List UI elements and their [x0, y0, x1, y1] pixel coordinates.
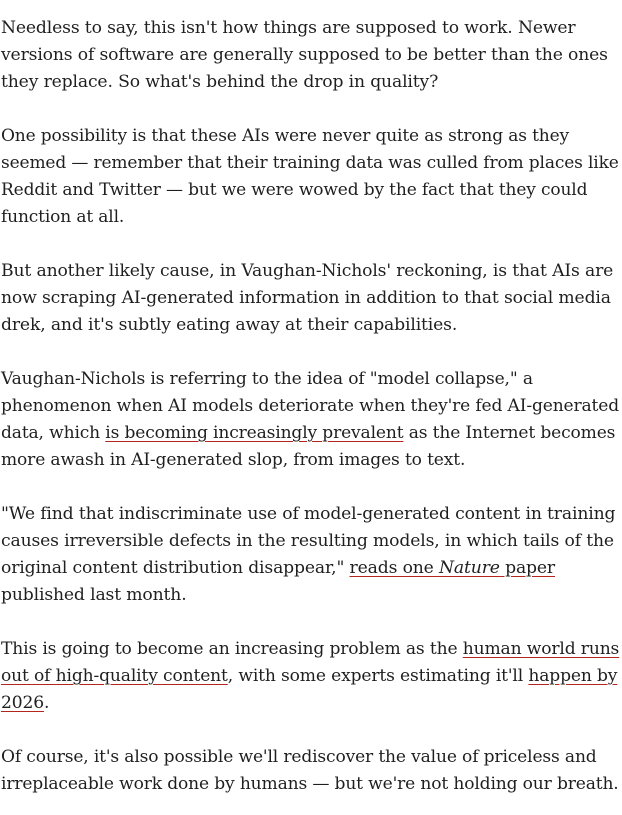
text-line: seemed — remember that their training data was culled from places like: [1, 153, 619, 173]
paragraph-4: [1, 366, 622, 474]
text-line: [1, 690, 619, 717]
text-line: phenomenon when AI models deteriorate when they're fed AI-generated: [1, 396, 620, 416]
link-nature-paper[interactable]: [350, 558, 555, 578]
paragraph-5: [1, 501, 615, 609]
text-line: [1, 663, 619, 690]
link-text: reads one: [349, 558, 440, 578]
text-segment: original content distribution disappear,": [1, 558, 350, 578]
text-line: now scraping AI-generated information in addition to that social media: [1, 288, 611, 308]
text-line: [1, 420, 619, 447]
link-text: paper: [499, 558, 555, 578]
text-line: "We find that indiscriminate use of model-generated content in training: [1, 504, 616, 524]
text-line: Of course, it's also possible we'll rediscover the value of priceless and: [1, 747, 597, 767]
text-segment: data, which: [1, 423, 106, 443]
text-line: Vaughan-Nichols is referring to the idea of "model collapse," a: [1, 369, 533, 389]
text-line: versions of software are generally supposed to be better than the ones: [1, 45, 608, 65]
text-line: Needless to say, this isn't how things are supposed to work. Newer: [1, 18, 576, 38]
text-segment: This is going to become an increasing problem as the: [1, 639, 463, 659]
text-line: causes irreversible defects in the resulting models, in which tails of the: [1, 531, 614, 551]
text-line: But another likely cause, in Vaughan-Nichols' reckoning, is that AIs are: [1, 261, 614, 281]
text-line: Reddit and Twitter — but we were wowed by the fact that they could: [1, 180, 588, 200]
text-line: published last month.: [1, 585, 187, 605]
paragraph-1: [1, 15, 608, 96]
text-line: [1, 636, 619, 663]
link-text-italic: Nature: [439, 558, 500, 578]
text-line: drek, and it's subtly eating away at their capabilities.: [1, 315, 458, 335]
text-line: function at all.: [1, 207, 125, 227]
text-line: they replace. So what's behind the drop in quality?: [1, 72, 439, 92]
link-human-world-runs-out[interactable]: human world runs: [462, 639, 620, 659]
link-happen-by-2026[interactable]: happen by: [528, 666, 618, 686]
text-segment: as the Internet becomes: [403, 423, 616, 443]
text-segment: , with some experts estimating it'll: [227, 666, 529, 686]
paragraph-7: [1, 744, 622, 798]
text-line: irreplaceable work done by humans — but we're not holding our breath.: [1, 774, 619, 794]
text-line: One possibility is that these AIs were never quite as strong as they: [1, 126, 570, 146]
paragraph-3: [1, 258, 613, 339]
text-line: [1, 555, 615, 582]
text-line: more awash in AI-generated slop, from images to text.: [1, 450, 466, 470]
paragraph-2: [1, 123, 622, 231]
text-segment: .: [43, 693, 50, 713]
link-increasingly-prevalent[interactable]: is becoming increasingly prevalent: [105, 423, 404, 443]
link-happen-by-2026-cont[interactable]: 2026: [1, 693, 44, 713]
link-human-world-runs-out-cont[interactable]: out of high-quality content: [1, 666, 228, 686]
paragraph-6: [1, 636, 622, 717]
